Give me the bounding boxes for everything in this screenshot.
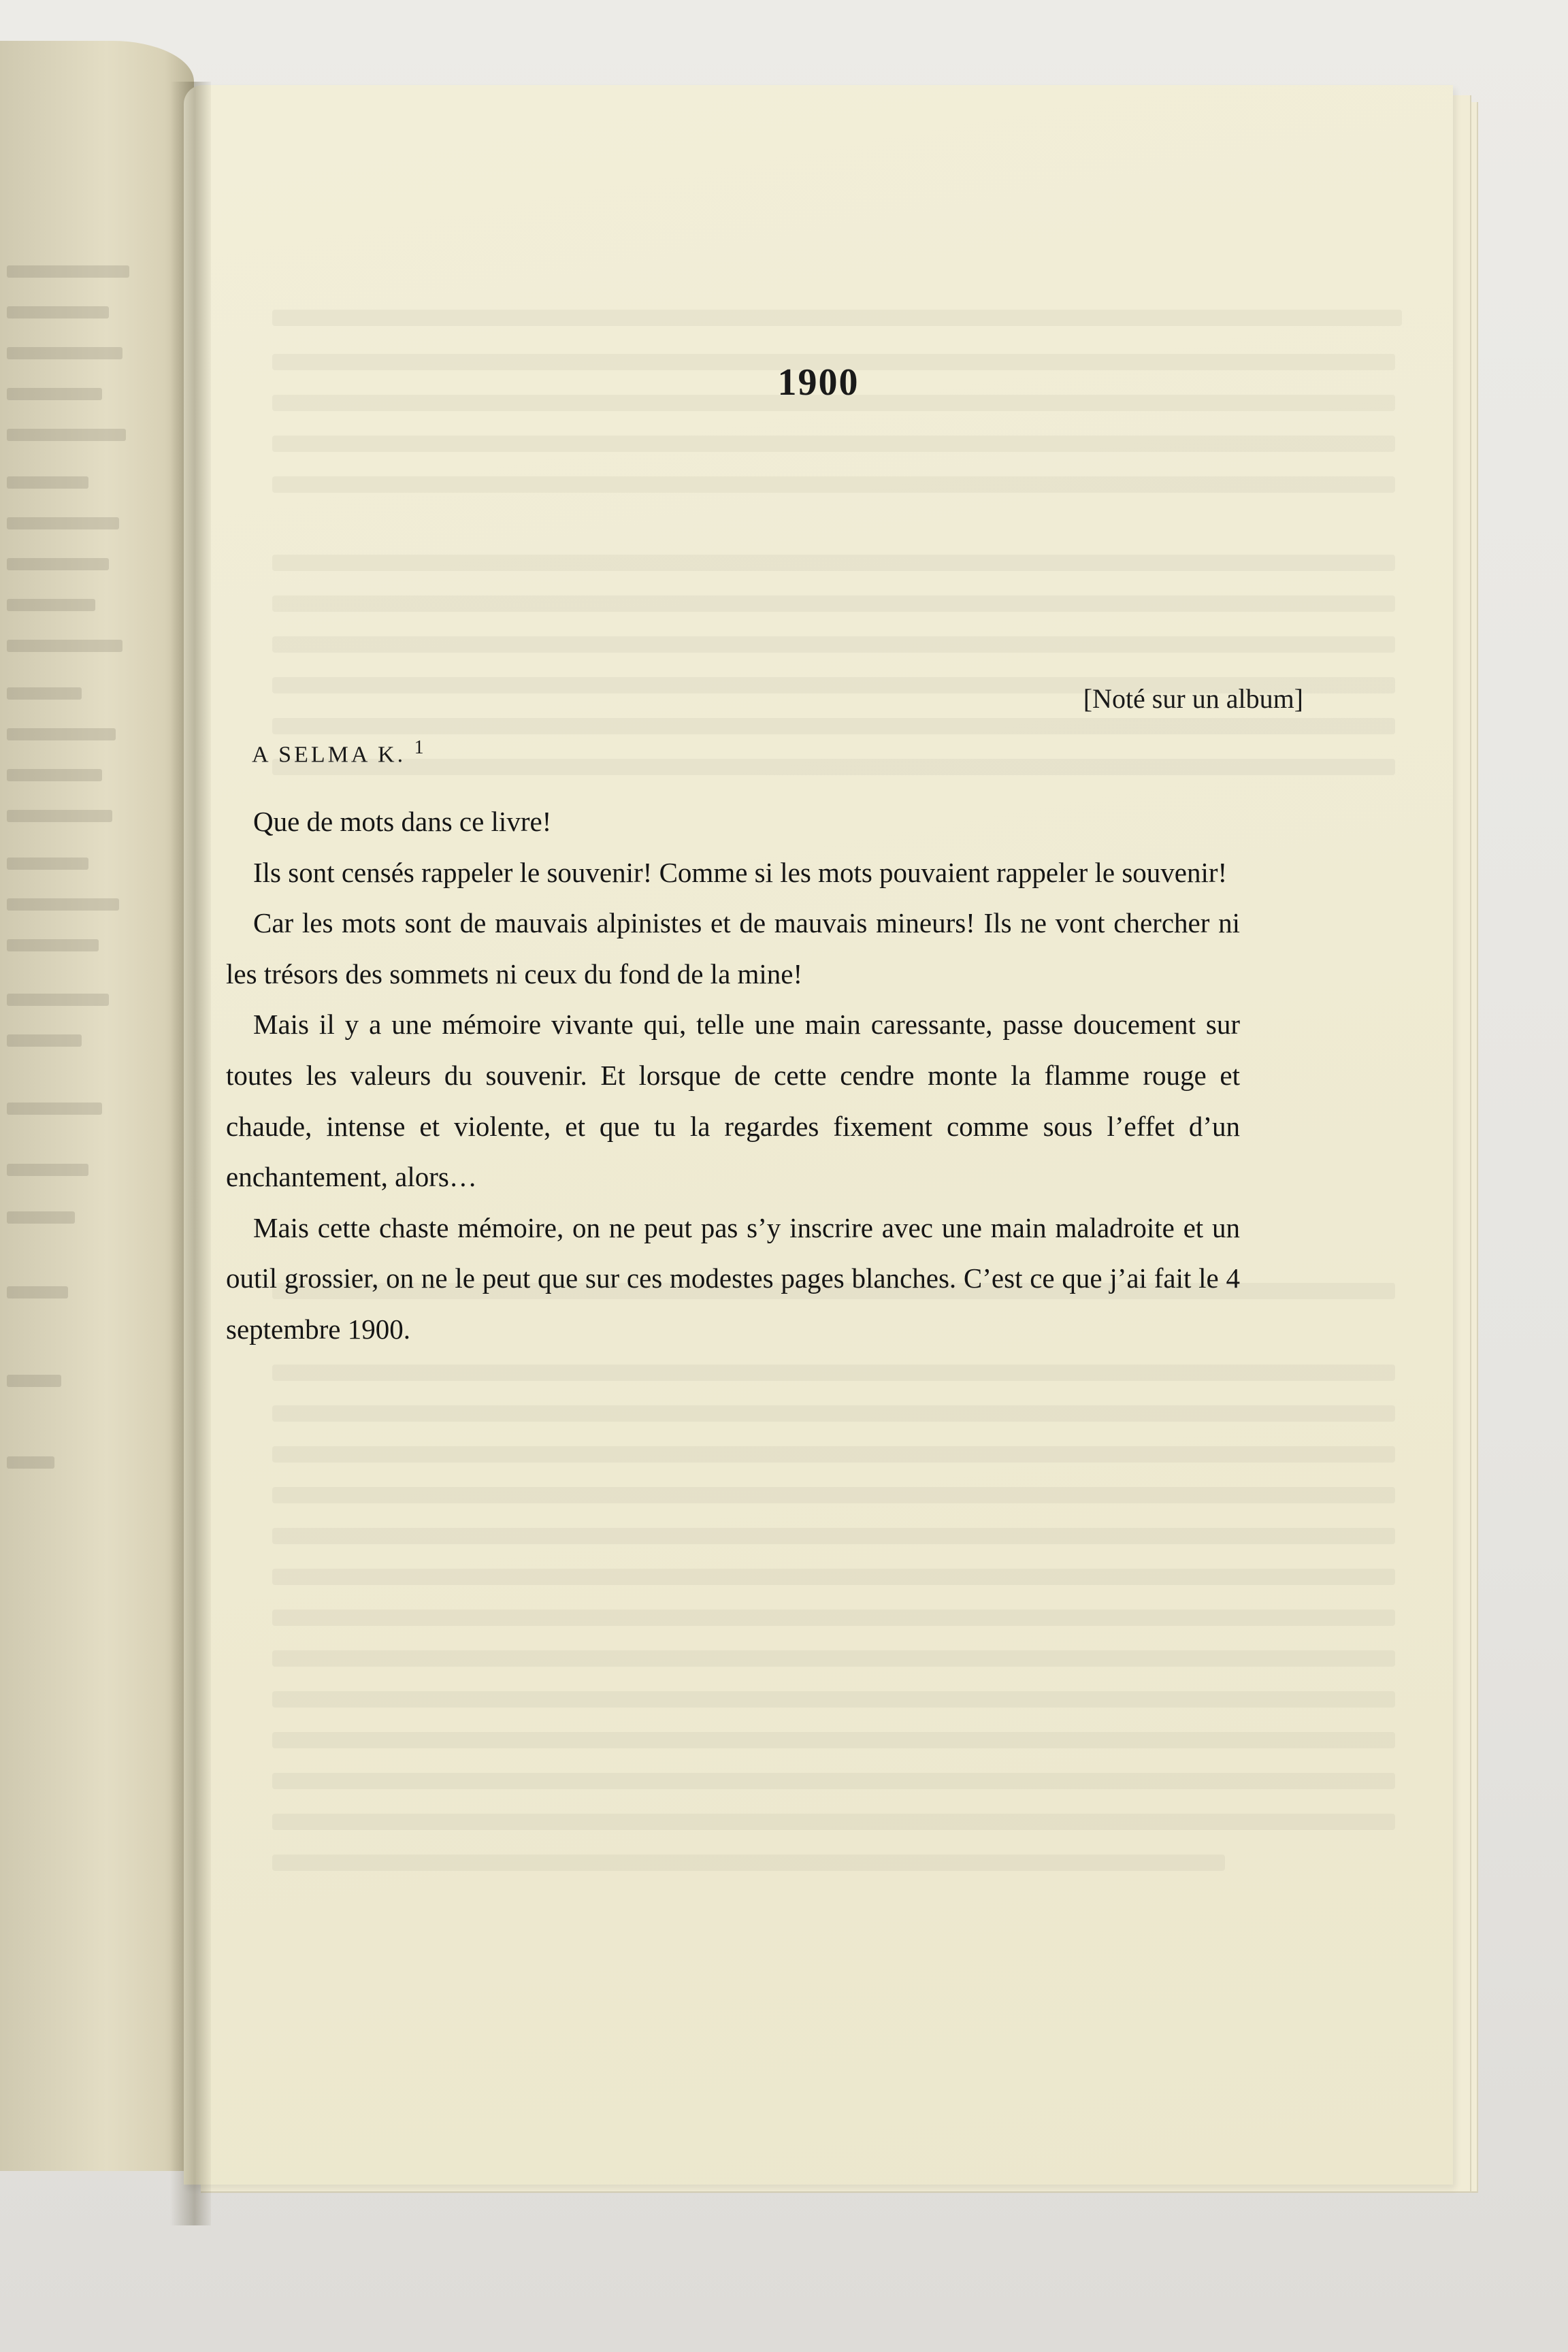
left-page-text-fragment: [7, 1034, 82, 1047]
book-gutter-shadow: [170, 82, 211, 2225]
book-page: [184, 85, 1453, 2185]
page-title-year: 1900: [777, 361, 860, 404]
footnote-marker: 1: [414, 737, 424, 758]
left-page-text-fragment: [7, 347, 122, 359]
show-through-line: [272, 1405, 1395, 1422]
left-page-text-fragment: [7, 1456, 54, 1469]
show-through-line: [272, 1569, 1395, 1585]
left-page-text-fragment: [7, 728, 116, 740]
show-through-line: [272, 476, 1395, 493]
show-through-line: [272, 759, 1395, 775]
show-through-line: [272, 1487, 1395, 1503]
left-page-text-fragment: [7, 1164, 88, 1176]
poem-body: [226, 796, 1240, 1355]
left-facing-page: [0, 41, 194, 2171]
left-page-text-fragment: [7, 517, 119, 529]
paragraph: Que de mots dans ce livre!: [253, 806, 552, 837]
show-through-line: [272, 1365, 1395, 1381]
show-through-line: [272, 436, 1395, 452]
left-page-text-fragment: [7, 994, 109, 1006]
left-page-text-fragment: [7, 1211, 75, 1224]
show-through-line: [272, 595, 1395, 612]
left-page-text-fragment: [7, 1102, 102, 1115]
paragraph: Mais il y a une mémoire vivante qui, telle une main caressante, passe doucement sur toutes les valeurs du souvenir. Et lorsque de cette cendre monte la flamme rouge et chaude, intense et violente, et que tu la regardes fixement comme sous l’effet d’un enchantement, alors…: [226, 1009, 1240, 1193]
show-through-line: [272, 1691, 1395, 1708]
left-page-text-fragment: [7, 769, 102, 781]
show-through-line: [272, 555, 1395, 571]
show-through-line: [272, 636, 1395, 653]
left-page-text-fragment: [7, 858, 88, 870]
left-page-text-fragment: [7, 1286, 68, 1298]
show-through-line: [272, 1773, 1395, 1789]
left-page-text-fragment: [7, 306, 109, 318]
dedication-text: A SELMA K.: [252, 742, 406, 768]
left-page-text-fragment: [7, 898, 119, 911]
show-through-line: [272, 1610, 1395, 1626]
show-through-line: [272, 310, 1402, 326]
left-page-text-fragment: [7, 388, 102, 400]
left-page-text-fragment: [7, 687, 82, 700]
left-page-text-fragment: [7, 939, 99, 951]
show-through-line: [272, 1855, 1225, 1871]
show-through-line: [272, 718, 1395, 734]
paragraph: Mais cette chaste mémoire, on ne peut pas s’y inscrire avec une main maladroite et un outil grossier, on ne le peut que sur ces modestes pages blanches. C’est ce que j’ai fait le 4 septembre 1900.: [226, 1211, 1240, 1345]
left-page-text-fragment: [7, 640, 122, 652]
show-through-line: [272, 1446, 1395, 1463]
left-page-text-fragment: [7, 476, 88, 489]
left-page-text-fragment: [7, 558, 109, 570]
show-through-line: [272, 1814, 1395, 1830]
dedication: [252, 737, 424, 768]
left-page-text-fragment: [7, 1375, 61, 1387]
show-through-line: [272, 1650, 1395, 1667]
left-page-text-fragment: [7, 429, 126, 441]
left-page-text-fragment: [7, 599, 95, 611]
paragraph: Car les mots sont de mauvais alpinistes et de mauvais mineurs! Ils ne vont chercher ni les trésors des sommets ni ceux du fond de la mine!: [226, 907, 1240, 990]
left-page-text-fragment: [7, 265, 129, 278]
show-through-line: [272, 1732, 1395, 1748]
show-through-line: [272, 1528, 1395, 1544]
left-page-text-fragment: [7, 810, 112, 822]
paragraph: Ils sont censés rappeler le souvenir! Comme si les mots pouvaient rappeler le souvenir!: [253, 856, 1228, 888]
album-note: [Noté sur un album]: [1083, 683, 1303, 714]
